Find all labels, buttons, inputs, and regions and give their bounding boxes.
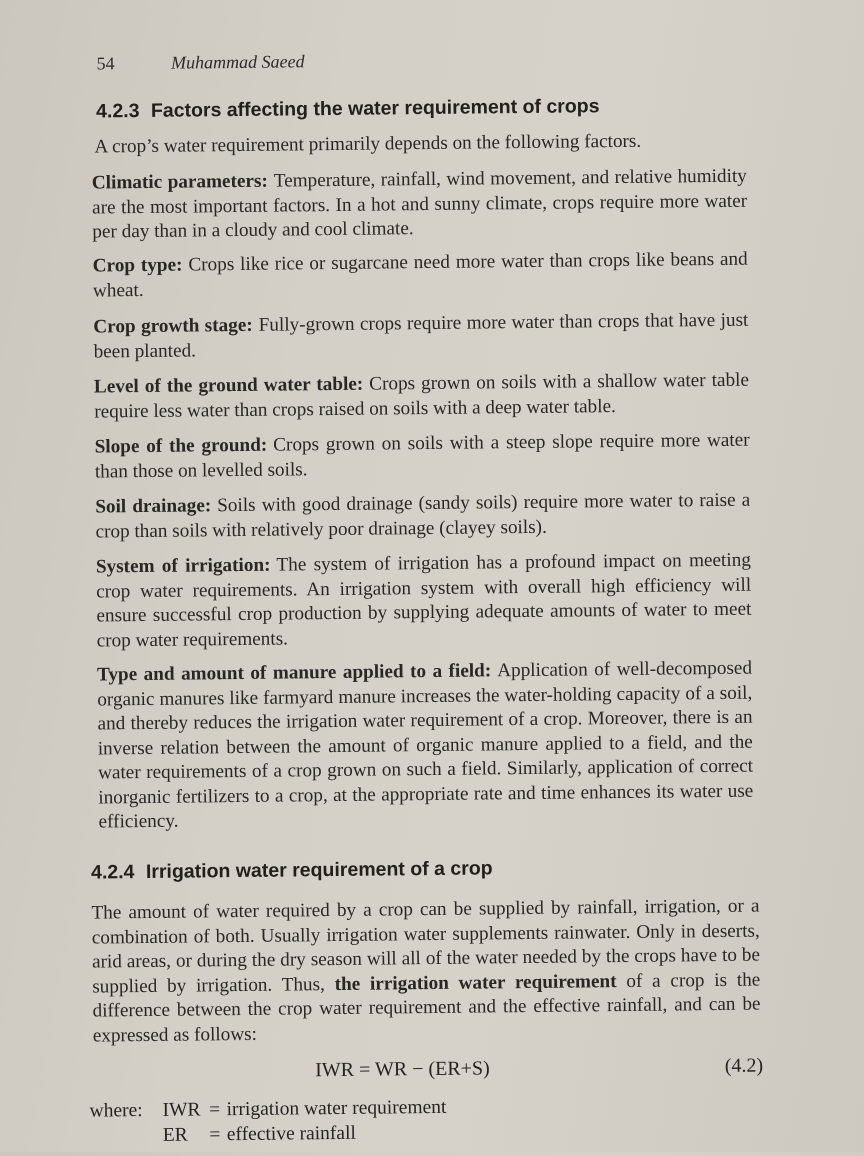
factor-paragraph <box>97 657 754 835</box>
factor-term: Crop growth stage: <box>93 314 253 338</box>
factor-paragraph <box>93 309 748 365</box>
definition-symbol: IWR <box>162 1099 201 1121</box>
factor-term: Level of the ground water table: <box>93 373 364 398</box>
where-definitions <box>89 1095 446 1149</box>
factor-paragraph <box>92 165 748 245</box>
equation <box>93 1054 764 1082</box>
definition-meaning: irrigation water requirement <box>226 1096 447 1121</box>
page-header <box>97 51 305 74</box>
irrigation-paragraph <box>91 895 761 1049</box>
paragraph-text: The amount of water required by a crop can be supplied by rainfall, irrigation, or a combination of both. Usually irrigation water supplements rainwater. Only in deserts, arid areas, or during the dry season will all of the water needed by the crops have to be supplied by irrigation. Thus, <box>91 895 761 998</box>
factor-text: The system of irrigation has a profound impact on meeting crop water requirements. An irrigation system with overall high efficiency will ensure successful crop production by supplying adequate amounts of water to meet crop water requirements. <box>96 549 752 651</box>
definition-row <box>89 1095 446 1124</box>
factor-paragraph <box>96 549 752 654</box>
factor-paragraph <box>95 429 750 485</box>
definition-symbol: ER <box>162 1124 188 1146</box>
factor-term: Slope of the ground: <box>94 434 268 458</box>
equation-number: (4.2) <box>724 1054 764 1077</box>
section-title: Factors affecting the water requirement of crops <box>150 95 600 122</box>
section-number: 4.2.4 <box>90 861 135 884</box>
section-title: Irrigation water requirement of a crop <box>145 857 493 883</box>
running-head-author: Muhammad Saeed <box>171 51 305 73</box>
section-number: 4.2.3 <box>96 100 140 123</box>
page-number: 54 <box>96 53 115 74</box>
factor-term: Climatic parameters: <box>91 170 268 194</box>
factor-text: Crops like rice or sugarcane need more water than crops like beans and wheat. <box>92 248 748 302</box>
section-heading-4-2-4 <box>91 857 493 884</box>
definition-meaning: effective rainfall <box>226 1122 356 1146</box>
equals-sign: = <box>209 1124 221 1146</box>
factor-term: System of irrigation: <box>95 554 271 578</box>
where-label: where: <box>89 1100 143 1122</box>
bold-definition: the irrigation water requirement <box>334 970 617 995</box>
definition-row <box>90 1120 447 1149</box>
factor-paragraph <box>93 248 748 304</box>
equals-sign: = <box>208 1099 221 1121</box>
factor-text: Fully-grown crops require more water than crops that have just been planted. <box>93 309 749 363</box>
paragraph-text: of a crop is the difference between the crop water requirement and the effective rainfall, and can be expressed as follows: <box>92 969 761 1047</box>
intro-paragraph: A crop’s water requirement primarily depends on the following factors. <box>94 130 642 158</box>
factor-text: Soils with good drainage (sandy soils) require more water to raise a crop than soils with relatively poor drainage (clayey soils). <box>95 489 751 542</box>
factor-term: Type and amount of manure applied to a field: <box>96 660 492 686</box>
factor-text: Application of well-decomposed organic manures like farmyard manure increases the water-holding capacity of a soil, and thereby reduces the irrigation water requirement of a crop. Moreover, there is an inverse relation between the amount of organic manure applied to a field, and the water requirements of a crop grown on such a field. Similarly, application of correct inorganic fertilizers to a crop, at the appropriate rate and time enhances its water use efficiency. <box>97 657 754 833</box>
factor-text: Crops grown on soils with a steep slope require more water than those on levelled soils. <box>94 429 750 483</box>
factor-paragraph <box>94 369 749 425</box>
factor-text: Temperature, rainfall, wind movement, and relative humidity are the most important factors. In a hot and sunny climate, crops require more water per day than in a cloudy and cool climate. <box>92 165 748 243</box>
factor-term: Crop type: <box>92 254 183 277</box>
equation-expression: IWR = WR − (ER+S) <box>315 1057 490 1082</box>
factor-paragraph <box>95 489 750 545</box>
factor-term: Soil drainage: <box>95 495 212 518</box>
section-heading-4-2-3 <box>96 95 600 123</box>
factor-text: Crops grown on soils with a shallow water table require less water than crops raised on soils with a deep water table. <box>94 369 750 423</box>
